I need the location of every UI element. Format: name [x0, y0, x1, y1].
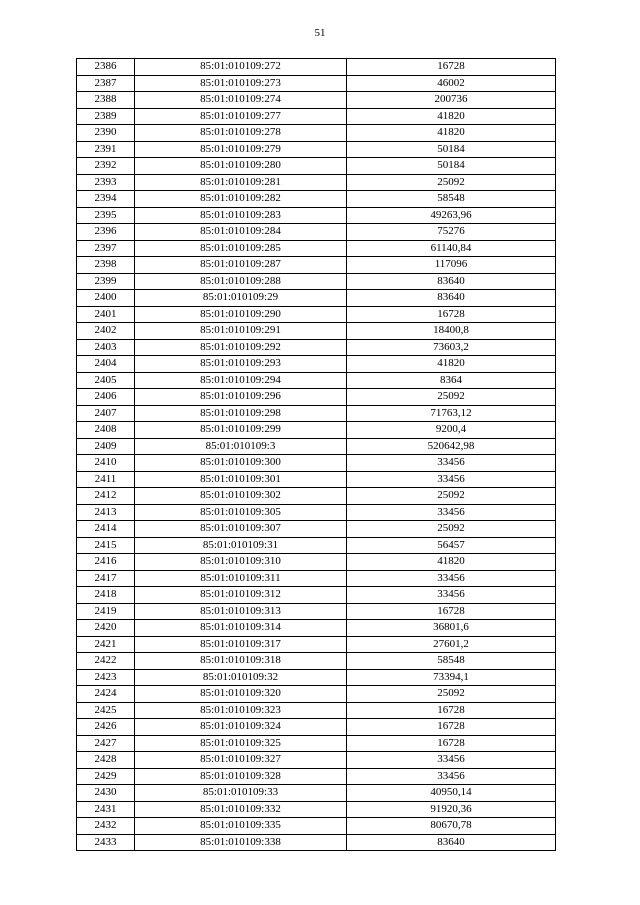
row-number-cell: 2432	[77, 818, 135, 835]
cadastral-number-cell: 85:01:010109:3	[135, 438, 347, 455]
row-number-cell: 2426	[77, 719, 135, 736]
table-row	[77, 356, 556, 373]
cadastral-number-cell: 85:01:010109:273	[135, 75, 347, 92]
row-number-cell: 2386	[77, 59, 135, 76]
row-number-cell: 2405	[77, 372, 135, 389]
value-cell: 27601,2	[347, 636, 556, 653]
table-row	[77, 191, 556, 208]
value-cell: 25092	[347, 686, 556, 703]
cadastral-number-cell: 85:01:010109:274	[135, 92, 347, 109]
cadastral-number-cell: 85:01:010109:29	[135, 290, 347, 307]
row-number-cell: 2420	[77, 620, 135, 637]
value-cell: 33456	[347, 455, 556, 472]
cadastral-number-cell: 85:01:010109:291	[135, 323, 347, 340]
value-cell: 73603,2	[347, 339, 556, 356]
cadastral-number-cell: 85:01:010109:320	[135, 686, 347, 703]
cadastral-number-cell: 85:01:010109:278	[135, 125, 347, 142]
row-number-cell: 2413	[77, 504, 135, 521]
cadastral-number-cell: 85:01:010109:311	[135, 570, 347, 587]
row-number-cell: 2433	[77, 834, 135, 851]
cadastral-number-cell: 85:01:010109:307	[135, 521, 347, 538]
row-number-cell: 2411	[77, 471, 135, 488]
value-cell: 16728	[347, 59, 556, 76]
value-cell: 50184	[347, 141, 556, 158]
data-table	[76, 58, 556, 851]
value-cell: 33456	[347, 768, 556, 785]
value-cell: 117096	[347, 257, 556, 274]
cadastral-number-cell: 85:01:010109:325	[135, 735, 347, 752]
table-row	[77, 405, 556, 422]
cadastral-number-cell: 85:01:010109:32	[135, 669, 347, 686]
row-number-cell: 2397	[77, 240, 135, 257]
cadastral-number-cell: 85:01:010109:332	[135, 801, 347, 818]
cadastral-number-cell: 85:01:010109:296	[135, 389, 347, 406]
value-cell: 33456	[347, 752, 556, 769]
row-number-cell: 2401	[77, 306, 135, 323]
row-number-cell: 2408	[77, 422, 135, 439]
value-cell: 83640	[347, 290, 556, 307]
cadastral-number-cell: 85:01:010109:293	[135, 356, 347, 373]
cadastral-number-cell: 85:01:010109:310	[135, 554, 347, 571]
row-number-cell: 2429	[77, 768, 135, 785]
cadastral-number-cell: 85:01:010109:338	[135, 834, 347, 851]
value-cell: 46002	[347, 75, 556, 92]
cadastral-number-cell: 85:01:010109:285	[135, 240, 347, 257]
table-row	[77, 158, 556, 175]
table-row	[77, 620, 556, 637]
table-row	[77, 752, 556, 769]
table-row	[77, 323, 556, 340]
cadastral-number-cell: 85:01:010109:292	[135, 339, 347, 356]
table-row	[77, 207, 556, 224]
row-number-cell: 2415	[77, 537, 135, 554]
value-cell: 41820	[347, 356, 556, 373]
cadastral-number-cell: 85:01:010109:312	[135, 587, 347, 604]
value-cell: 8364	[347, 372, 556, 389]
value-cell: 71763,12	[347, 405, 556, 422]
cadastral-number-cell: 85:01:010109:313	[135, 603, 347, 620]
row-number-cell: 2404	[77, 356, 135, 373]
page-number: 51	[314, 27, 326, 39]
cadastral-number-cell: 85:01:010109:283	[135, 207, 347, 224]
cadastral-number-cell: 85:01:010109:299	[135, 422, 347, 439]
cadastral-number-cell: 85:01:010109:284	[135, 224, 347, 241]
row-number-cell: 2402	[77, 323, 135, 340]
table-row	[77, 339, 556, 356]
row-number-cell: 2399	[77, 273, 135, 290]
cadastral-number-cell: 85:01:010109:282	[135, 191, 347, 208]
row-number-cell: 2407	[77, 405, 135, 422]
cadastral-number-cell: 85:01:010109:317	[135, 636, 347, 653]
value-cell: 83640	[347, 834, 556, 851]
table-row	[77, 504, 556, 521]
table-row	[77, 372, 556, 389]
table-row	[77, 488, 556, 505]
row-number-cell: 2398	[77, 257, 135, 274]
value-cell: 18400,8	[347, 323, 556, 340]
row-number-cell: 2391	[77, 141, 135, 158]
cadastral-number-cell: 85:01:010109:302	[135, 488, 347, 505]
row-number-cell: 2414	[77, 521, 135, 538]
value-cell: 33456	[347, 570, 556, 587]
cadastral-number-cell: 85:01:010109:272	[135, 59, 347, 76]
cadastral-number-cell: 85:01:010109:328	[135, 768, 347, 785]
table-row	[77, 801, 556, 818]
row-number-cell: 2425	[77, 702, 135, 719]
table-row	[77, 438, 556, 455]
row-number-cell: 2409	[77, 438, 135, 455]
value-cell: 41820	[347, 125, 556, 142]
value-cell: 520642,98	[347, 438, 556, 455]
cadastral-number-cell: 85:01:010109:287	[135, 257, 347, 274]
table-row	[77, 587, 556, 604]
cadastral-number-cell: 85:01:010109:277	[135, 108, 347, 125]
table-row	[77, 273, 556, 290]
value-cell: 200736	[347, 92, 556, 109]
value-cell: 56457	[347, 537, 556, 554]
value-cell: 33456	[347, 504, 556, 521]
row-number-cell: 2417	[77, 570, 135, 587]
table-row	[77, 636, 556, 653]
table-body	[77, 59, 556, 851]
table-row	[77, 686, 556, 703]
value-cell: 25092	[347, 174, 556, 191]
value-cell: 16728	[347, 306, 556, 323]
cadastral-number-cell: 85:01:010109:335	[135, 818, 347, 835]
row-number-cell: 2400	[77, 290, 135, 307]
cadastral-number-cell: 85:01:010109:281	[135, 174, 347, 191]
value-cell: 50184	[347, 158, 556, 175]
cadastral-number-cell: 85:01:010109:327	[135, 752, 347, 769]
cadastral-number-cell: 85:01:010109:298	[135, 405, 347, 422]
table-row	[77, 59, 556, 76]
cadastral-number-cell: 85:01:010109:314	[135, 620, 347, 637]
row-number-cell: 2421	[77, 636, 135, 653]
table-row	[77, 75, 556, 92]
data-table-container	[76, 58, 556, 851]
table-row	[77, 306, 556, 323]
row-number-cell: 2431	[77, 801, 135, 818]
row-number-cell: 2428	[77, 752, 135, 769]
row-number-cell: 2424	[77, 686, 135, 703]
table-row	[77, 224, 556, 241]
value-cell: 16728	[347, 702, 556, 719]
table-row	[77, 125, 556, 142]
value-cell: 25092	[347, 488, 556, 505]
table-row	[77, 603, 556, 620]
table-row	[77, 834, 556, 851]
table-row	[77, 570, 556, 587]
row-number-cell: 2395	[77, 207, 135, 224]
table-row	[77, 108, 556, 125]
cadastral-number-cell: 85:01:010109:280	[135, 158, 347, 175]
table-row	[77, 389, 556, 406]
table-row	[77, 257, 556, 274]
value-cell: 73394,1	[347, 669, 556, 686]
value-cell: 91920,36	[347, 801, 556, 818]
row-number-cell: 2419	[77, 603, 135, 620]
table-row	[77, 92, 556, 109]
row-number-cell: 2390	[77, 125, 135, 142]
row-number-cell: 2389	[77, 108, 135, 125]
value-cell: 83640	[347, 273, 556, 290]
cadastral-number-cell: 85:01:010109:300	[135, 455, 347, 472]
cadastral-number-cell: 85:01:010109:324	[135, 719, 347, 736]
row-number-cell: 2396	[77, 224, 135, 241]
row-number-cell: 2410	[77, 455, 135, 472]
row-number-cell: 2422	[77, 653, 135, 670]
value-cell: 41820	[347, 554, 556, 571]
table-row	[77, 818, 556, 835]
value-cell: 25092	[347, 521, 556, 538]
row-number-cell: 2427	[77, 735, 135, 752]
value-cell: 75276	[347, 224, 556, 241]
row-number-cell: 2393	[77, 174, 135, 191]
table-row	[77, 174, 556, 191]
table-row	[77, 290, 556, 307]
table-row	[77, 702, 556, 719]
table-row	[77, 141, 556, 158]
row-number-cell: 2412	[77, 488, 135, 505]
table-row	[77, 521, 556, 538]
table-row	[77, 669, 556, 686]
value-cell: 16728	[347, 603, 556, 620]
cadastral-number-cell: 85:01:010109:288	[135, 273, 347, 290]
table-row	[77, 422, 556, 439]
table-row	[77, 455, 556, 472]
value-cell: 61140,84	[347, 240, 556, 257]
value-cell: 33456	[347, 471, 556, 488]
cadastral-number-cell: 85:01:010109:305	[135, 504, 347, 521]
cadastral-number-cell: 85:01:010109:294	[135, 372, 347, 389]
row-number-cell: 2388	[77, 92, 135, 109]
value-cell: 58548	[347, 191, 556, 208]
cadastral-number-cell: 85:01:010109:279	[135, 141, 347, 158]
table-row	[77, 471, 556, 488]
table-row	[77, 735, 556, 752]
cadastral-number-cell: 85:01:010109:318	[135, 653, 347, 670]
table-row	[77, 653, 556, 670]
row-number-cell: 2416	[77, 554, 135, 571]
row-number-cell: 2392	[77, 158, 135, 175]
row-number-cell: 2406	[77, 389, 135, 406]
table-row	[77, 768, 556, 785]
cadastral-number-cell: 85:01:010109:31	[135, 537, 347, 554]
value-cell: 40950,14	[347, 785, 556, 802]
cadastral-number-cell: 85:01:010109:290	[135, 306, 347, 323]
value-cell: 36801,6	[347, 620, 556, 637]
value-cell: 41820	[347, 108, 556, 125]
row-number-cell: 2418	[77, 587, 135, 604]
value-cell: 25092	[347, 389, 556, 406]
value-cell: 33456	[347, 587, 556, 604]
value-cell: 58548	[347, 653, 556, 670]
value-cell: 16728	[347, 735, 556, 752]
cadastral-number-cell: 85:01:010109:33	[135, 785, 347, 802]
value-cell: 9200,4	[347, 422, 556, 439]
value-cell: 49263,96	[347, 207, 556, 224]
cadastral-number-cell: 85:01:010109:323	[135, 702, 347, 719]
table-row	[77, 240, 556, 257]
table-row	[77, 719, 556, 736]
row-number-cell: 2423	[77, 669, 135, 686]
table-row	[77, 537, 556, 554]
cadastral-number-cell: 85:01:010109:301	[135, 471, 347, 488]
table-row	[77, 554, 556, 571]
row-number-cell: 2387	[77, 75, 135, 92]
row-number-cell: 2430	[77, 785, 135, 802]
value-cell: 16728	[347, 719, 556, 736]
row-number-cell: 2403	[77, 339, 135, 356]
row-number-cell: 2394	[77, 191, 135, 208]
table-row	[77, 785, 556, 802]
value-cell: 80670,78	[347, 818, 556, 835]
